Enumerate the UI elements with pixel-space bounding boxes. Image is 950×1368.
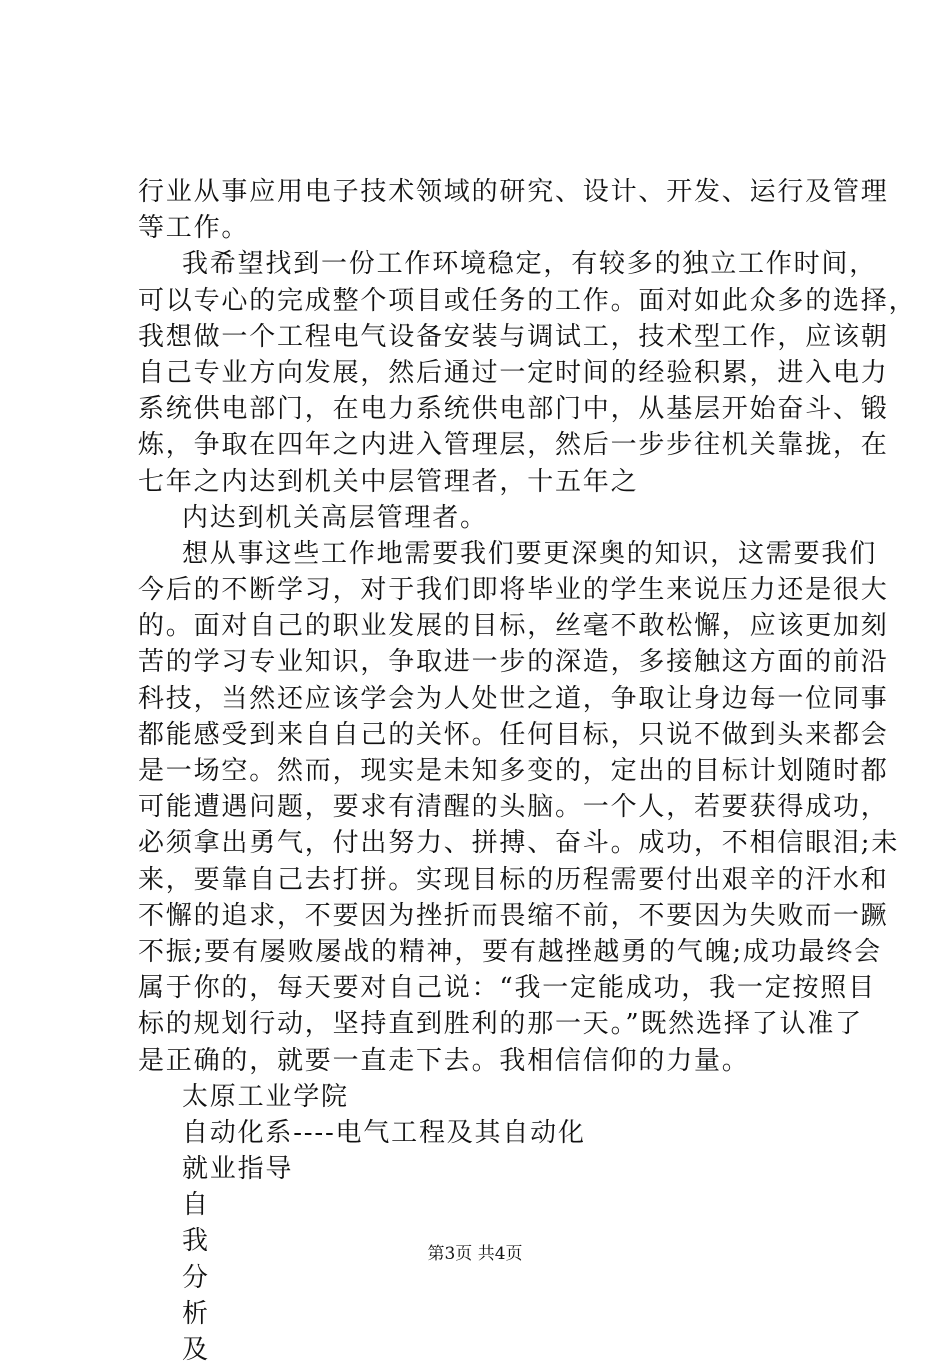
text-line: 析 [182,1298,210,1329]
text-line: 的。面对自己的职业发展的目标，丝毫不敢松懈，应该更加刻 [138,611,889,642]
text-line: 自动化系----电气工程及其自动化 [182,1117,586,1148]
text-line: 属于你的，每天要对自己说：“我一定能成功，我一定按照目 [138,973,876,1004]
text-line: 必须拿出勇气，付出努力、拼搏、奋斗。成功，不相信眼泪;未 [138,828,900,859]
text-line: 内达到机关高层管理者。 [182,502,488,533]
text-line: 七年之内达到机关中层管理者，十五年之 [138,466,639,497]
text-line: 不懈的追求，不要因为挫折而畏缩不前，不要因为失败而一蹶 [138,900,889,931]
text-line: 想从事这些工作地需要我们要更深奥的知识，这需要我们 [182,538,878,569]
text-line: 行业从事应用电子技术领域的研究、设计、开发、运行及管理 [138,177,889,207]
text-line: 不振;要有屡败屡战的精神，要有越挫越勇的气魄;成功最终会 [138,936,882,967]
text-line: 今后的不断学习，对于我们即将毕业的学生来说压力还是很大 [138,575,889,606]
text-line: 分 [182,1262,210,1293]
text-line: 是一场空。然而，现实是未知多变的，定出的目标计划随时都 [138,756,889,786]
text-line: 可以专心的完成整个项目或任务的工作。面对如此众多的选择， [138,285,917,316]
text-line: 标的规划行动，坚持直到胜利的那一天。”既然选择了认准了 [138,1009,863,1040]
text-line: 及 [182,1335,210,1365]
text-line: 科技，当然还应该学会为人处世之道，争取让身边每一位同事 [138,683,889,714]
text-line: 都能感受到来自自己的关怀。任何目标，只说不做到头来都会 [138,719,889,750]
text-line: 炼，争取在四年之内进入管理层，然后一步步往机关靠拢，在 [138,430,889,461]
document-body [138,174,917,1368]
text-line: 就业指导 [182,1154,294,1185]
text-line: 苦的学习专业知识，争取进一步的深造，多接触这方面的前沿 [138,647,889,678]
text-line: 自 [182,1190,210,1221]
text-line: 太原工业学院 [182,1081,349,1112]
text-line: 等工作。 [138,213,250,244]
page-footer: 第3页 共4页 [427,1244,523,1264]
text-line: 自己专业方向发展，然后通过一定时间的经验积累，进入电力 [138,357,889,388]
text-line: 系统供电部门，在电力系统供电部门中，从基层开始奋斗、锻 [138,394,889,425]
text-line: 来，要靠自己去打拼。实现目标的历程需要付出艰辛的汗水和 [138,864,889,895]
text-line: 我想做一个工程电气设备安装与调试工，技术型工作，应该朝 [138,321,889,352]
text-line: 我希望找到一份工作环境稳定，有较多的独立工作时间， [182,249,878,280]
text-line: 是正确的，就要一直走下去。我相信信仰的力量。 [138,1045,750,1076]
text-line: 我 [182,1226,210,1257]
text-line: 可能遭遇问题，要求有清醒的头脑。一个人，若要获得成功， [138,792,889,823]
